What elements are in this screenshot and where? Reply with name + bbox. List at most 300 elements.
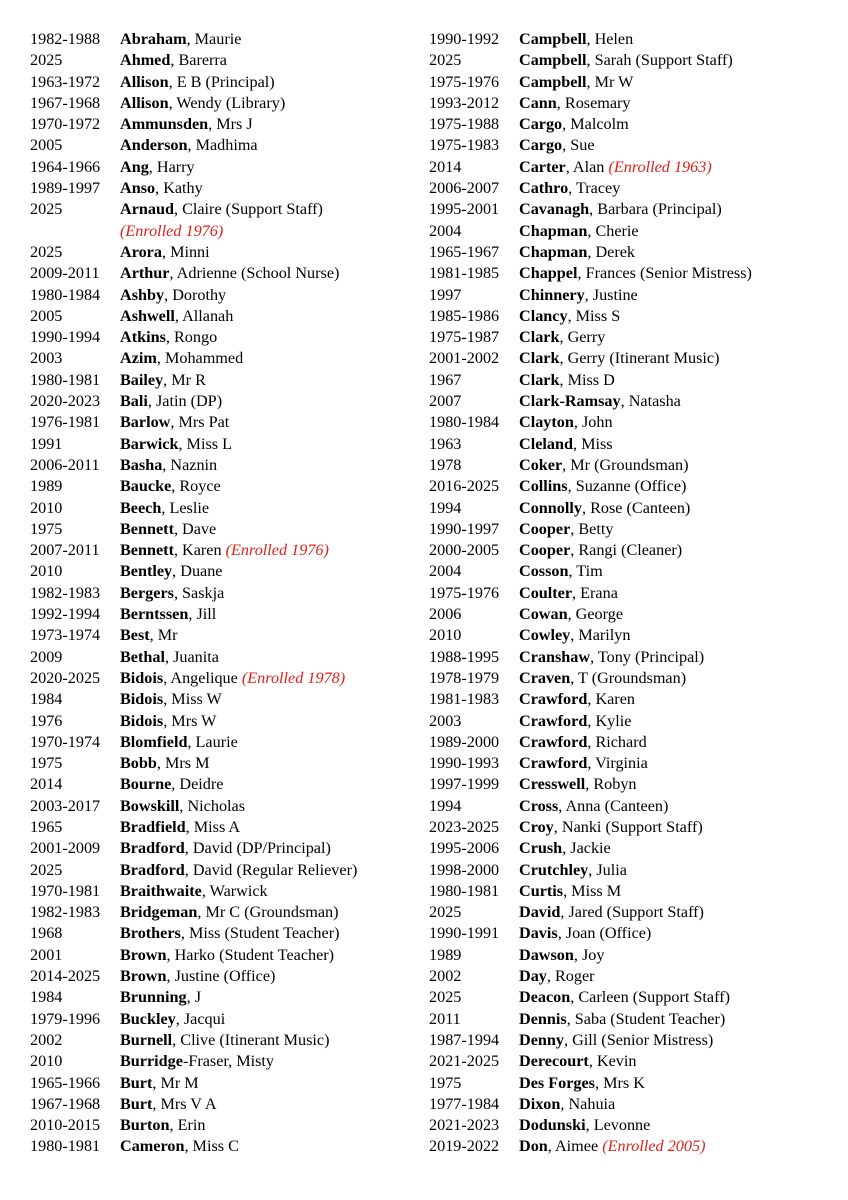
entry-years: 2003-2017 <box>30 796 101 815</box>
entry-surname: Cameron <box>120 1137 185 1156</box>
staff-entry <box>30 625 420 646</box>
entry-given-name: , Gerry <box>559 328 606 347</box>
entry-given-name: , Carleen (Support Staff) <box>570 988 730 1007</box>
staff-entry <box>429 114 839 135</box>
entry-years: 1964-1966 <box>30 157 101 176</box>
entry-name <box>120 178 420 199</box>
staff-entry <box>429 221 839 242</box>
entry-years: 1990-1994 <box>30 328 101 347</box>
entry-years: 2025 <box>30 860 63 879</box>
staff-entry <box>429 689 839 710</box>
entry-years: 2010 <box>429 626 462 645</box>
entry-given-name: , Karen <box>587 690 635 709</box>
entry-given-name: , Derek <box>587 242 636 261</box>
staff-entry <box>429 1073 839 1094</box>
entry-given-name: , Barerra <box>170 51 227 70</box>
entry-given-name: , Maurie <box>186 30 242 48</box>
entry-years: 1988-1995 <box>429 647 500 666</box>
staff-entry <box>429 902 839 923</box>
entry-name <box>120 1115 420 1136</box>
entry-years: 2025 <box>30 51 63 70</box>
entry-years: 2019-2022 <box>429 1137 500 1156</box>
entry-years: 2021-2023 <box>429 1116 500 1135</box>
staff-entry <box>30 455 420 476</box>
entry-surname: Campbell <box>519 51 587 70</box>
staff-entry <box>30 72 420 93</box>
entry-surname: Blomfield <box>120 732 188 751</box>
staff-entry <box>30 29 420 50</box>
staff-entry <box>429 455 839 476</box>
staff-entry <box>30 753 420 774</box>
entry-name <box>519 966 839 987</box>
entry-name <box>120 498 420 519</box>
entry-years: 1982-1983 <box>30 583 101 602</box>
entry-surname: Braithwaite <box>120 881 202 900</box>
staff-entry <box>429 966 839 987</box>
entry-years: 2007-2011 <box>30 541 100 560</box>
entry-surname: Clancy <box>519 306 568 325</box>
entry-years: 2007 <box>429 392 462 411</box>
entry-name <box>120 604 420 625</box>
staff-entry <box>429 945 839 966</box>
entry-years: 1975-1988 <box>429 115 500 134</box>
entry-name <box>120 1136 420 1157</box>
entry-surname: Denny <box>519 1030 564 1049</box>
entry-given-name: , Mr C (Groundsman) <box>197 903 339 922</box>
entry-name <box>120 945 420 966</box>
staff-entry <box>30 1073 420 1094</box>
entry-years: 1980-1981 <box>30 370 101 389</box>
entry-surname: Abraham <box>120 30 187 48</box>
entry-name <box>120 583 420 604</box>
entry-years: 1975 <box>429 1073 462 1092</box>
entry-given-name: , John <box>573 413 613 432</box>
entry-given-name: , Mrs M <box>156 754 210 773</box>
entry-name <box>120 774 420 795</box>
staff-entry <box>30 902 420 923</box>
staff-entry <box>429 519 839 540</box>
staff-entry <box>30 561 420 582</box>
entry-given-name: , Helen <box>586 30 634 48</box>
entry-given-name: , Duane <box>172 562 223 581</box>
staff-entry <box>429 476 839 497</box>
staff-entry <box>429 881 839 902</box>
entry-years: 1982-1988 <box>30 30 101 48</box>
entry-surname: Bentley <box>120 562 173 581</box>
entry-name <box>519 157 839 178</box>
entry-surname: Bidois <box>120 668 164 687</box>
entry-given-name: , Kevin <box>588 1052 637 1071</box>
entry-years: 1965-1966 <box>30 1073 101 1092</box>
entry-surname: Chapman <box>519 221 588 240</box>
entry-years: 2025 <box>429 988 462 1007</box>
entry-given-name: , Virginia <box>587 754 648 773</box>
entry-surname: Don <box>519 1137 548 1156</box>
staff-entry <box>30 987 420 1008</box>
entry-years: 2025 <box>429 51 462 70</box>
entry-given-name: , Wendy (Library) <box>168 93 286 112</box>
staff-entry <box>429 412 839 433</box>
entry-years: 1989 <box>30 477 63 496</box>
staff-entry <box>30 1094 420 1115</box>
entry-surname: Brunning <box>120 988 187 1007</box>
entry-given-name: , Juanita <box>164 647 219 666</box>
staff-entry <box>429 199 839 220</box>
entry-name <box>519 902 839 923</box>
entry-given-name: , Angelique <box>163 668 238 687</box>
staff-entry <box>429 1094 839 1115</box>
entry-name <box>120 455 420 476</box>
staff-entry <box>30 774 420 795</box>
entry-surname: Cleland <box>519 434 573 453</box>
staff-entry <box>30 732 420 753</box>
entry-surname: Dixon <box>519 1094 561 1113</box>
entry-name <box>519 348 839 369</box>
staff-entry <box>429 604 839 625</box>
entry-surname: Derecourt <box>519 1052 589 1071</box>
staff-entry <box>30 1009 420 1030</box>
entry-surname: Cosson <box>519 562 569 581</box>
entry-name <box>519 561 839 582</box>
staff-entry <box>30 838 420 859</box>
entry-given-name: , Rangi (Cleaner) <box>570 541 683 560</box>
entry-given-name: , Mrs J <box>208 115 253 134</box>
staff-entry <box>429 774 839 795</box>
staff-entry <box>30 1115 420 1136</box>
entry-years: 1970-1972 <box>30 115 101 134</box>
staff-entry <box>30 966 420 987</box>
entry-name <box>120 753 420 774</box>
entry-name <box>519 135 839 156</box>
entry-name <box>519 93 839 114</box>
staff-entry <box>429 370 839 391</box>
entry-years: 1975-1976 <box>429 583 500 602</box>
entry-name <box>120 1009 420 1030</box>
entry-given-name: , Mr <box>149 626 178 645</box>
entry-given-name: , Leslie <box>161 498 210 517</box>
entry-surname: Allison <box>120 93 169 112</box>
entry-name <box>120 306 420 327</box>
entry-name <box>519 774 839 795</box>
entry-given-name: , Royce <box>171 477 221 496</box>
staff-entry <box>429 668 839 689</box>
entry-years: 1965-1967 <box>429 242 500 261</box>
entry-name <box>120 668 420 689</box>
entry-given-name: , Harko (Student Teacher) <box>166 945 335 964</box>
entry-name <box>519 370 839 391</box>
entry-name <box>120 50 420 71</box>
entry-surname: Crutchley <box>519 860 589 879</box>
entry-name <box>120 625 420 646</box>
entry-name <box>519 519 839 540</box>
staff-entry <box>429 72 839 93</box>
staff-entry <box>30 327 420 348</box>
entry-name <box>120 327 420 348</box>
entry-name <box>519 817 839 838</box>
entry-given-name: , Justine <box>584 285 638 304</box>
staff-entry <box>30 199 420 242</box>
staff-entry <box>429 540 839 561</box>
entry-surname: Chappel <box>519 264 578 283</box>
entry-surname: Clark <box>519 370 560 389</box>
entry-surname: Carter <box>519 157 566 176</box>
entry-surname: Craven <box>519 668 571 687</box>
staff-entry <box>30 306 420 327</box>
entry-name <box>120 966 420 987</box>
entry-surname: Cowan <box>519 605 568 624</box>
entry-years: 1970-1974 <box>30 732 101 751</box>
entry-surname: Dawson <box>519 945 574 964</box>
entry-years: 1973-1974 <box>30 626 101 645</box>
entry-surname: Burt <box>120 1094 153 1113</box>
entry-given-name: , Natasha <box>620 392 681 411</box>
entry-name <box>120 796 420 817</box>
staff-entry <box>429 242 839 263</box>
entry-name <box>120 29 420 50</box>
entry-name <box>519 689 839 710</box>
entry-given-name: , Kathy <box>155 179 203 198</box>
entry-years: 1975-1983 <box>429 136 500 155</box>
entry-given-name: , Roger <box>546 967 595 986</box>
entry-surname: Brothers <box>120 924 181 943</box>
entry-surname: Bridgeman <box>120 903 198 922</box>
staff-entry <box>30 689 420 710</box>
staff-entry <box>429 1030 839 1051</box>
entry-name <box>120 348 420 369</box>
left-column <box>30 29 420 1158</box>
entry-given-name: , Frances (Senior Mistress) <box>577 264 752 283</box>
entry-surname: Connolly <box>519 498 582 517</box>
entry-surname: Bowskill <box>120 796 180 815</box>
entry-surname: Beech <box>120 498 162 517</box>
entry-given-name: , Tracey <box>568 179 621 198</box>
entry-given-name: , Jatin (DP) <box>147 392 223 411</box>
entry-years: 2021-2025 <box>429 1052 500 1071</box>
entry-given-name: , T (Groundsman) <box>570 668 687 687</box>
entry-name <box>519 1051 839 1072</box>
entry-surname: Brown <box>120 967 167 986</box>
entry-given-name: , Adrienne (School Nurse) <box>169 264 340 283</box>
entry-years: 2020-2023 <box>30 392 101 411</box>
entry-given-name: , Jill <box>188 605 217 624</box>
entry-years: 1967-1968 <box>30 93 101 112</box>
entry-given-name: , Mr W <box>586 72 634 91</box>
entry-surname: Burt <box>120 1073 153 1092</box>
entry-surname: Bidois <box>120 711 164 730</box>
staff-entry <box>30 50 420 71</box>
entry-years: 1976-1981 <box>30 413 101 432</box>
staff-entry <box>30 604 420 625</box>
entry-years: 1984 <box>30 690 63 709</box>
entry-surname: Anso <box>120 179 156 198</box>
entry-surname: Deacon <box>519 988 571 1007</box>
entry-given-name: , Harry <box>148 157 195 176</box>
staff-entry <box>429 348 839 369</box>
entry-surname: Atkins <box>120 328 166 347</box>
staff-entry <box>429 498 839 519</box>
entry-given-name: , Miss C <box>184 1137 239 1156</box>
entry-given-name: , Miss <box>572 434 613 453</box>
entry-given-name: , Erana <box>572 583 618 602</box>
entry-given-name: , Nanki (Support Staff) <box>553 817 703 836</box>
staff-entry <box>429 753 839 774</box>
entry-given-name: , Mrs V A <box>152 1094 217 1113</box>
entry-given-name: -Fraser, Misty <box>182 1052 275 1071</box>
entry-years: 2006-2011 <box>30 455 100 474</box>
entry-name <box>519 29 839 50</box>
staff-entry <box>429 838 839 859</box>
entry-given-name: , Tim <box>568 562 603 581</box>
entry-years: 1968 <box>30 924 63 943</box>
entry-years: 1982-1983 <box>30 903 101 922</box>
entry-years: 1995-2006 <box>429 839 500 858</box>
staff-entry <box>429 860 839 881</box>
entry-surname: Ammunsden <box>120 115 209 134</box>
entry-years: 2016-2025 <box>429 477 500 496</box>
entry-name <box>519 50 839 71</box>
staff-entry <box>429 561 839 582</box>
entry-surname: Crush <box>519 839 563 858</box>
entry-years: 2010-2015 <box>30 1116 101 1135</box>
staff-entry <box>429 987 839 1008</box>
staff-entry <box>30 796 420 817</box>
entry-years: 1979-1996 <box>30 1009 101 1028</box>
entry-name <box>120 370 420 391</box>
entry-given-name: , Anna (Canteen) <box>558 796 669 815</box>
entry-name <box>519 987 839 1008</box>
entry-name <box>519 583 839 604</box>
staff-entry <box>30 540 420 561</box>
entry-surname: Cathro <box>519 179 569 198</box>
entry-years: 1994 <box>429 796 462 815</box>
entry-surname: Barwick <box>120 434 179 453</box>
entry-years: 2025 <box>429 903 462 922</box>
entry-surname: Anderson <box>120 136 188 155</box>
entry-given-name: , Madhima <box>187 136 258 155</box>
staff-entry <box>429 1115 839 1136</box>
entry-given-name: , Justine (Office) <box>166 967 276 986</box>
entry-name <box>519 732 839 753</box>
entry-years: 1990-1997 <box>429 519 500 538</box>
entry-given-name: , Cherie <box>587 221 639 240</box>
entry-name <box>519 540 839 561</box>
enrolled-note: (Enrolled 2005) <box>602 1137 706 1156</box>
entry-given-name: , Alan <box>565 157 605 176</box>
entry-surname: Cross <box>519 796 559 815</box>
entry-given-name: , Saba (Student Teacher) <box>566 1009 726 1028</box>
entry-surname: Burton <box>120 1116 170 1135</box>
staff-entry <box>30 93 420 114</box>
entry-given-name: , Miss A <box>185 817 241 836</box>
entry-years: 1985-1986 <box>429 306 500 325</box>
entry-surname: Bergers <box>120 583 174 602</box>
entry-years: 2010 <box>30 1052 63 1071</box>
entry-surname: Ahmed <box>120 51 171 70</box>
entry-given-name: , Tony (Principal) <box>590 647 705 666</box>
entry-surname: Curtis <box>519 881 564 900</box>
entry-given-name: , E B (Principal) <box>168 72 275 91</box>
entry-name <box>120 711 420 732</box>
staff-entry <box>30 434 420 455</box>
entry-surname: Crawford <box>519 754 588 773</box>
entry-surname: Cargo <box>519 115 563 134</box>
entry-name <box>519 455 839 476</box>
entry-years: 2006-2007 <box>429 179 500 198</box>
entry-given-name: , David (DP/Principal) <box>184 839 331 858</box>
entry-years: 1994 <box>429 498 462 517</box>
entry-name <box>120 838 420 859</box>
staff-entry <box>429 625 839 646</box>
entry-surname: Collins <box>519 477 568 496</box>
entry-surname: Baucke <box>120 477 172 496</box>
entry-given-name: , Rosemary <box>556 93 631 112</box>
entry-surname: Bradfield <box>120 817 186 836</box>
entry-surname: Dennis <box>519 1009 567 1028</box>
entry-name <box>519 796 839 817</box>
entry-name <box>519 221 839 242</box>
staff-entry <box>30 711 420 732</box>
entry-years: 2014 <box>429 157 462 176</box>
staff-entry <box>30 1051 420 1072</box>
entry-given-name: , Malcolm <box>562 115 629 134</box>
entry-name <box>120 242 420 263</box>
entry-given-name: , Naznin <box>162 455 218 474</box>
entry-given-name: , Minni <box>161 242 210 261</box>
entry-given-name: , Erin <box>169 1116 206 1135</box>
entry-surname: Best <box>120 626 150 645</box>
entry-surname: Bali <box>120 392 148 411</box>
staff-entry <box>30 945 420 966</box>
staff-entry <box>30 1030 420 1051</box>
entry-name <box>120 647 420 668</box>
entry-name <box>120 689 420 710</box>
entry-given-name: , Betty <box>570 519 614 538</box>
staff-entry <box>30 391 420 412</box>
entry-years: 1970-1981 <box>30 881 101 900</box>
entry-name <box>519 199 839 220</box>
entry-name <box>519 838 839 859</box>
staff-entry <box>30 135 420 156</box>
entry-name <box>120 285 420 306</box>
entry-surname: Barlow <box>120 413 171 432</box>
entry-surname: Dodunski <box>519 1116 586 1135</box>
entry-surname: Arthur <box>120 264 170 283</box>
entry-surname: Davis <box>519 924 558 943</box>
entry-name <box>120 540 420 561</box>
entry-surname: Bennett <box>120 541 174 560</box>
entry-surname: Bailey <box>120 370 164 389</box>
entry-name <box>120 157 420 178</box>
entry-name <box>519 1094 839 1115</box>
entry-given-name: , Jacqui <box>175 1009 226 1028</box>
entry-surname: Bradford <box>120 839 185 858</box>
entry-name <box>519 498 839 519</box>
entry-name <box>120 93 420 114</box>
entry-name <box>519 923 839 944</box>
entry-years: 1990-1992 <box>429 30 500 48</box>
entry-years: 2006 <box>429 605 462 624</box>
entry-years: 1976 <box>30 711 63 730</box>
entry-years: 2004 <box>429 221 462 240</box>
entry-name <box>120 881 420 902</box>
entry-name <box>120 817 420 838</box>
entry-name <box>120 902 420 923</box>
entry-given-name: , David (Regular Reliever) <box>184 860 358 879</box>
entry-given-name: , Joan (Office) <box>557 924 652 943</box>
staff-entry <box>429 135 839 156</box>
staff-entry <box>30 263 420 284</box>
entry-name <box>519 114 839 135</box>
